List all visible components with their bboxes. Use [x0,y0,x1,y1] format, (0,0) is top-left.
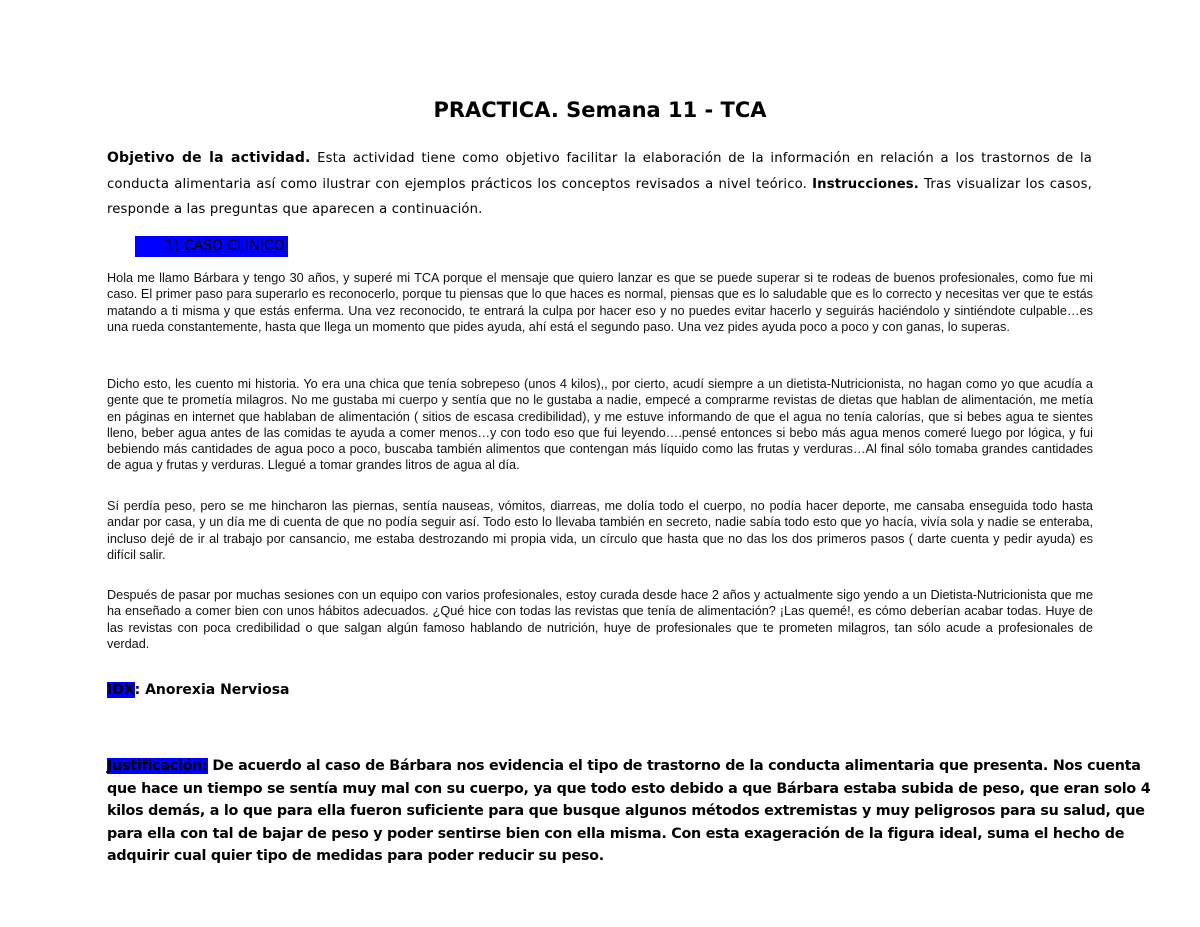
justification-label: Justificación: [107,758,208,774]
case-paragraph-2: Dicho esto, les cuento mi historia. Yo era una chica que tenía sobrepeso (unos 4 kilos),, por cierto, acudí siempre a un dietista-Nutricionista, no hagan como yo que acudía a gente que te prometía milagros. No me gustaba mi cuerpo y sentía que no le gustaba a nadie, empecé a comprarme revistas de dietas que hablan de alimentación, me metía en páginas en internet que hablaban de alimentación ( sitios de escasa credibilidad), y me estuve informando de que el agua no tenía calorías, que si bebes agua te sientes lleno, beber agua antes de las comidas te ayuda a comer menos…y con todo eso que fui leyendo….pensé entonces si bebo más agua menos comeré luego por lógica, y fui bebiendo más cantidades de agua poco a poco, buscaba también alimentos que contengan más líquido como las frutas y verduras…Al final sólo tomaba grandes cantidades de agua y frutas y verduras. Llegué a tomar grandes litros de agua al día. [107,377,1093,473]
justification-text: De acuerdo al caso de Bárbara nos evidencia el tipo de trastorno de la conducta alimentaria que presenta. Nos cuenta que hace un tiempo se sentía muy mal con su cuerpo, ya que todo esto debido a que Bárbara estaba subida de peso, que eran solo 4 kilos demás, a lo que para ella fueron suficiente para que busque algunos métodos extremistas y muy peligrosos para su salud, que para ella con tal de bajar de peso y poder sentirse bien con ella misma. Con esta exageración de la figura ideal, suma el hecho de adquirir cual quier tipo de medidas para poder reducir su peso. [107,758,1151,865]
diagnosis-value: : Anorexia Nerviosa [134,682,290,698]
instructions-label: Instrucciones. [812,176,919,192]
objective-label: Objetivo de la actividad. [107,150,311,166]
page-title: PRACTICA. Semana 11 - TCA [433,98,767,122]
case-paragraph-1: Hola me llamo Bárbara y tengo 30 años, y superé mi TCA porque el mensaje que quiero lanzar es que se puede superar si te rodeas de buenos profesionales, como fue mi caso. El primer paso para superarlo es reconocerlo, porque tu piensas que lo que haces es normal, piensas que es lo saludable que es lo correcto y necesitas ver que te estás matando a ti misma y que estás enferma. Una vez reconocido, te entrará la culpa por hacer eso y no puedes evitar hacerlo y seguirás haciéndolo y sintiéndote culpable…es una rueda constantemente, hasta que llega un momento que pides ayuda, ahí está el segundo paso. Una vez pides ayuda poco a poco y con ganas, lo superas. [107,271,1093,334]
objective-section [107,146,1092,223]
instructions-text: Tras visualizar los casos, responde a las preguntas que aparecen a continuación. [107,176,1092,217]
objective-text: Esta actividad tiene como objetivo facilitar la elaboración de la información en relación a los trastornos de la conducta alimentaria así como ilustrar con ejemplos prácticos los conceptos revisados a nivel teórico. [107,151,1093,192]
diagnosis-label: IDX [107,682,135,698]
case-paragraph-3: Sí perdía peso, pero se me hincharon las piernas, sentía nauseas, vómitos, diarreas, me dolía todo el cuerpo, no podía hacer deporte, me cansaba enseguida todo hasta andar por casa, y un día me di cuenta de que no podía seguir así. Todo esto lo llevaba también en secreto, nadie sabía todo esto que yo hacía, vivía sola y nadie se enteraba, incluso dejé de ir al trabajo por cansancio, me estaba destrozando mi propia vida, un círculo que hasta que no das los dos primeros pasos ( darte cuenta y pedir ayuda) es difícil salir. [107,499,1093,562]
case-paragraph-4: Después de pasar por muchas sesiones con un equipo con varios profesionales, estoy curada desde hace 2 años y actualmente sigo yendo a un Dietista-Nutricionista que me ha enseñado a comer bien con unos hábitos adecuados. ¿Qué hice con todas las revistas que tenía de alimentación? ¡Las quemé!, es cómo deberían acabar todas. Huye de las revistas con poca credibilidad o que salgan algún famoso hablando de nutrición, huye de profesionales que te prometen milagros, tan sólo acude a profesionales de verdad. [107,588,1093,651]
diagnosis-line [107,679,290,701]
justification-section [107,755,1152,868]
case-heading: 1) CASO CLINICO [135,236,288,257]
